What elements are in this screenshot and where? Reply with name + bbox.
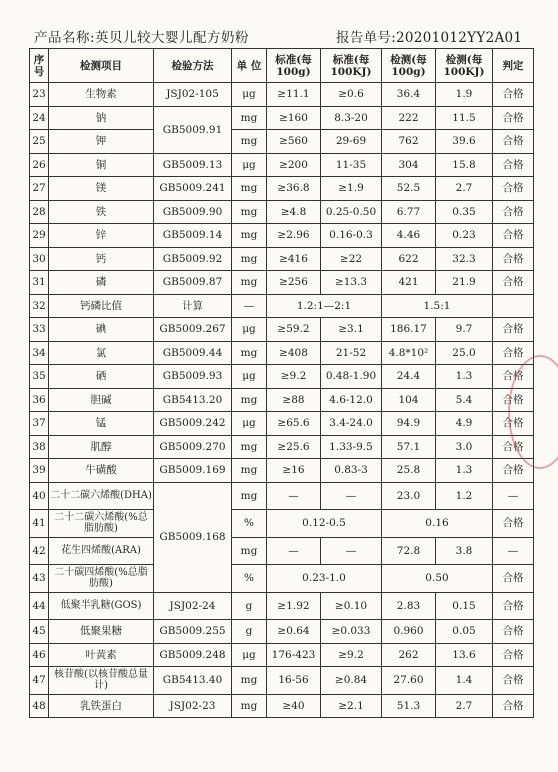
test-method: GB5009.248	[154, 643, 232, 667]
test-item: 叶黄素	[49, 643, 154, 667]
table-row	[30, 667, 534, 695]
standard-merged: 0.23-1.0	[267, 565, 382, 593]
unit: μg	[232, 365, 267, 389]
test-item: 肌醇	[49, 435, 154, 459]
result-per-100g: 6.77	[382, 200, 436, 224]
test-method: GB5009.87	[154, 271, 232, 295]
result-per-100g: 4.8*10²	[382, 341, 436, 365]
test-results-table	[29, 48, 534, 718]
standard-per-100g: 176-423	[267, 643, 321, 667]
standard-per-100g: ≥40	[267, 694, 321, 718]
verdict: 合格	[493, 565, 534, 593]
row-number: 30	[30, 247, 49, 271]
test-method: GB5009.14	[154, 224, 232, 248]
standard-per-100kj: ≥2.1	[321, 694, 382, 718]
standard-merged: 0.12-0.5	[267, 510, 382, 538]
standard-per-100g: ≥416	[267, 247, 321, 271]
row-number: 26	[30, 153, 49, 177]
table-header-row	[30, 49, 534, 83]
standard-per-100g: ≥560	[267, 130, 321, 154]
standard-per-100g: ≥36.8	[267, 177, 321, 201]
result-per-100g: 304	[382, 153, 436, 177]
standard-per-100kj: ≥13.3	[321, 271, 382, 295]
test-method: GB5009.44	[154, 341, 232, 365]
result-merged: 0.50	[382, 565, 493, 593]
verdict: 合格	[493, 224, 534, 248]
row-number: 37	[30, 412, 49, 436]
unit: mg	[232, 459, 267, 483]
standard-per-100g: ≥65.6	[267, 412, 321, 436]
result-per-100g: 421	[382, 271, 436, 295]
result-per-100kj: 2.7	[436, 177, 493, 201]
unit: mg	[232, 224, 267, 248]
result-per-100g: 622	[382, 247, 436, 271]
table-row	[30, 459, 534, 483]
verdict: 合格	[493, 667, 534, 695]
standard-per-100kj: —	[321, 537, 382, 565]
table-row	[30, 318, 534, 342]
result-per-100g: 23.0	[382, 482, 436, 510]
report-header	[0, 0, 558, 48]
result-per-100kj: 1.2	[436, 482, 493, 510]
test-item: 铁	[49, 200, 154, 224]
test-method: GB5009.242	[154, 412, 232, 436]
col-header: 判定	[493, 49, 534, 83]
test-item: 镁	[49, 177, 154, 201]
unit: mg	[232, 537, 267, 565]
row-number: 33	[30, 318, 49, 342]
unit: —	[232, 294, 267, 318]
col-header: 单 位	[232, 49, 267, 83]
standard-per-100g: ≥256	[267, 271, 321, 295]
standard-per-100g: —	[267, 482, 321, 510]
test-method: GB5009.241	[154, 177, 232, 201]
standard-per-100g: ≥25.6	[267, 435, 321, 459]
result-per-100kj: 32.3	[436, 247, 493, 271]
standard-per-100kj: 4.6-12.0	[321, 388, 382, 412]
unit: mg	[232, 435, 267, 459]
result-per-100kj: 3.0	[436, 435, 493, 459]
test-method: JSJ02-24	[154, 592, 232, 620]
row-number: 45	[30, 620, 49, 644]
table-row	[30, 365, 534, 389]
result-per-100kj: 4.9	[436, 412, 493, 436]
verdict: 合格	[493, 247, 534, 271]
table-row	[30, 294, 534, 318]
standard-per-100g: ≥4.8	[267, 200, 321, 224]
standard-per-100kj: ≥1.9	[321, 177, 382, 201]
row-number: 29	[30, 224, 49, 248]
table-row	[30, 153, 534, 177]
table-row	[30, 271, 534, 295]
table-row	[30, 694, 534, 718]
verdict: 合格	[493, 365, 534, 389]
result-per-100g: 24.4	[382, 365, 436, 389]
standard-per-100kj: ≥0.6	[321, 83, 382, 107]
unit: μg	[232, 318, 267, 342]
result-per-100kj: 1.3	[436, 459, 493, 483]
result-per-100g: 27.60	[382, 667, 436, 695]
test-method: GB5413.20	[154, 388, 232, 412]
standard-per-100kj: ≥3.1	[321, 318, 382, 342]
test-item: 硒	[49, 365, 154, 389]
unit: μg	[232, 153, 267, 177]
unit: mg	[232, 271, 267, 295]
result-per-100g: 36.4	[382, 83, 436, 107]
test-item: 牛磺酸	[49, 459, 154, 483]
table-row	[30, 200, 534, 224]
test-method: GB5413.40	[154, 667, 232, 695]
verdict: 合格	[493, 153, 534, 177]
verdict: 合格	[493, 177, 534, 201]
row-number: 36	[30, 388, 49, 412]
row-number: 43	[30, 565, 49, 593]
test-item: 生物素	[49, 83, 154, 107]
unit: g	[232, 592, 267, 620]
result-per-100g: 104	[382, 388, 436, 412]
test-method: GB5009.255	[154, 620, 232, 644]
result-per-100g: 0.960	[382, 620, 436, 644]
row-number: 44	[30, 592, 49, 620]
table-row	[30, 592, 534, 620]
test-method: GB5009.270	[154, 435, 232, 459]
standard-per-100g: ≥16	[267, 459, 321, 483]
result-per-100kj: 1.3	[436, 365, 493, 389]
standard-per-100kj: ≥9.2	[321, 643, 382, 667]
report-number: 报告单号:20201012YY2A01	[336, 30, 523, 46]
standard-merged: 1.2:1—2:1	[267, 294, 382, 318]
unit: mg	[232, 482, 267, 510]
row-number: 46	[30, 643, 49, 667]
result-per-100kj: 1.9	[436, 83, 493, 107]
row-number: 40	[30, 482, 49, 510]
row-number: 24	[30, 106, 49, 130]
standard-per-100kj: 0.48-1.90	[321, 365, 382, 389]
result-per-100kj: 0.05	[436, 620, 493, 644]
test-item: 碘	[49, 318, 154, 342]
col-header: 检验方法	[154, 49, 232, 83]
test-item: 乳铁蛋白	[49, 694, 154, 718]
row-number: 25	[30, 130, 49, 154]
test-item: 花生四烯酸(ARA)	[49, 537, 154, 565]
result-merged: 0.16	[382, 510, 493, 538]
verdict: 合格	[493, 592, 534, 620]
verdict: 合格	[493, 435, 534, 459]
row-number: 39	[30, 459, 49, 483]
standard-per-100kj: 8.3-20	[321, 106, 382, 130]
result-per-100kj: 2.7	[436, 694, 493, 718]
table-row	[30, 83, 534, 107]
col-header: 标准(每100KJ)	[321, 49, 382, 83]
test-method: GB5009.169	[154, 459, 232, 483]
standard-per-100kj: 1.33-9.5	[321, 435, 382, 459]
unit: mg	[232, 388, 267, 412]
result-per-100kj: 13.6	[436, 643, 493, 667]
test-item: 低聚果糖	[49, 620, 154, 644]
standard-per-100kj: 0.16-0.3	[321, 224, 382, 248]
result-per-100kj: 5.4	[436, 388, 493, 412]
result-per-100g: 762	[382, 130, 436, 154]
verdict: 合格	[493, 388, 534, 412]
table-row	[30, 510, 534, 538]
result-per-100g: 94.9	[382, 412, 436, 436]
test-method: 计算	[154, 294, 232, 318]
verdict: 合格	[493, 318, 534, 342]
test-item: 核苷酸(以核苷酸总量计)	[49, 667, 154, 695]
test-item: 胆碱	[49, 388, 154, 412]
result-per-100g: 262	[382, 643, 436, 667]
unit: μg	[232, 412, 267, 436]
standard-per-100kj: ≥0.10	[321, 592, 382, 620]
test-method: GB5009.91	[154, 106, 232, 153]
result-per-100kj: 15.8	[436, 153, 493, 177]
test-item: 锌	[49, 224, 154, 248]
result-per-100kj: 25.0	[436, 341, 493, 365]
standard-per-100kj: 29-69	[321, 130, 382, 154]
standard-per-100kj: 21-52	[321, 341, 382, 365]
col-header: 标准(每100g)	[267, 49, 321, 83]
verdict: 合格	[493, 694, 534, 718]
verdict: 合格	[493, 271, 534, 295]
verdict: 合格	[493, 510, 534, 538]
result-per-100g: 57.1	[382, 435, 436, 459]
col-header: 检测(每100g)	[382, 49, 436, 83]
row-number: 31	[30, 271, 49, 295]
row-number: 28	[30, 200, 49, 224]
row-number: 32	[30, 294, 49, 318]
table-row	[30, 177, 534, 201]
row-number: 34	[30, 341, 49, 365]
table-row	[30, 247, 534, 271]
table-row	[30, 106, 534, 130]
test-method: GB5009.267	[154, 318, 232, 342]
standard-per-100g: ≥59.2	[267, 318, 321, 342]
standard-per-100g: ≥408	[267, 341, 321, 365]
table-row	[30, 224, 534, 248]
table-row	[30, 341, 534, 365]
row-number: 23	[30, 83, 49, 107]
row-number: 41	[30, 510, 49, 538]
table-row	[30, 388, 534, 412]
standard-per-100g: ≥1.92	[267, 592, 321, 620]
test-item: 氯	[49, 341, 154, 365]
verdict: 合格	[493, 106, 534, 130]
verdict: 合格	[493, 643, 534, 667]
test-method: GB5009.92	[154, 247, 232, 271]
table-row	[30, 412, 534, 436]
table-row	[30, 643, 534, 667]
row-number: 38	[30, 435, 49, 459]
col-header: 检测项目	[49, 49, 154, 83]
result-per-100g: 72.8	[382, 537, 436, 565]
result-per-100g: 25.8	[382, 459, 436, 483]
standard-per-100g: ≥88	[267, 388, 321, 412]
row-number: 48	[30, 694, 49, 718]
result-per-100kj: 39.6	[436, 130, 493, 154]
unit: mg	[232, 667, 267, 695]
verdict	[493, 294, 534, 318]
standard-per-100kj: 11-35	[321, 153, 382, 177]
standard-per-100g: 16-56	[267, 667, 321, 695]
test-item: 钾	[49, 130, 154, 154]
result-per-100kj: 0.23	[436, 224, 493, 248]
test-item: 低聚半乳糖(GOS)	[49, 592, 154, 620]
unit: mg	[232, 177, 267, 201]
test-method: GB5009.13	[154, 153, 232, 177]
result-per-100g: 52.5	[382, 177, 436, 201]
test-item: 铜	[49, 153, 154, 177]
table-row	[30, 565, 534, 593]
standard-per-100g: ≥2.96	[267, 224, 321, 248]
unit: mg	[232, 106, 267, 130]
result-per-100g: 222	[382, 106, 436, 130]
row-number: 47	[30, 667, 49, 695]
result-merged: 1.5:1	[382, 294, 493, 318]
standard-per-100kj: 0.25-0.50	[321, 200, 382, 224]
standard-per-100g: ≥200	[267, 153, 321, 177]
verdict: 合格	[493, 200, 534, 224]
table-row	[30, 130, 534, 154]
test-item: 二十二碳六烯酸(%总脂肪酸)	[49, 510, 154, 538]
result-per-100g: 2.83	[382, 592, 436, 620]
result-per-100kj: 3.8	[436, 537, 493, 565]
test-method: JSJ02-105	[154, 83, 232, 107]
test-method: GB5009.168	[154, 482, 232, 592]
product-name: 产品名称:英贝儿较大婴儿配方奶粉	[34, 30, 250, 46]
test-method: JSJ02-23	[154, 694, 232, 718]
unit: mg	[232, 200, 267, 224]
standard-per-100kj: —	[321, 482, 382, 510]
result-per-100g: 186.17	[382, 318, 436, 342]
standard-per-100g: —	[267, 537, 321, 565]
test-item: 磷	[49, 271, 154, 295]
unit: mg	[232, 341, 267, 365]
standard-per-100kj: ≥0.84	[321, 667, 382, 695]
verdict: 合格	[493, 459, 534, 483]
verdict: —	[493, 537, 534, 565]
result-per-100g: 51.3	[382, 694, 436, 718]
result-per-100kj: 9.7	[436, 318, 493, 342]
result-per-100kj: 1.4	[436, 667, 493, 695]
standard-per-100g: ≥160	[267, 106, 321, 130]
unit: μg	[232, 83, 267, 107]
standard-per-100g: ≥0.64	[267, 620, 321, 644]
verdict: —	[493, 482, 534, 510]
verdict: 合格	[493, 341, 534, 365]
test-item: 锰	[49, 412, 154, 436]
result-per-100kj: 21.9	[436, 271, 493, 295]
row-number: 27	[30, 177, 49, 201]
row-number: 35	[30, 365, 49, 389]
result-per-100kj: 0.15	[436, 592, 493, 620]
standard-per-100g: ≥9.2	[267, 365, 321, 389]
test-method: GB5009.93	[154, 365, 232, 389]
test-method: GB5009.90	[154, 200, 232, 224]
table-row	[30, 435, 534, 459]
row-number: 42	[30, 537, 49, 565]
standard-per-100kj: ≥22	[321, 247, 382, 271]
result-per-100g: 4.46	[382, 224, 436, 248]
unit: μg	[232, 643, 267, 667]
test-item: 钠	[49, 106, 154, 130]
verdict: 合格	[493, 412, 534, 436]
test-item: 钙磷比值	[49, 294, 154, 318]
table-row	[30, 482, 534, 510]
test-item: 二十二碳六烯酸(DHA)	[49, 482, 154, 510]
unit: mg	[232, 130, 267, 154]
verdict: 合格	[493, 83, 534, 107]
unit: g	[232, 620, 267, 644]
table-row	[30, 537, 534, 565]
result-per-100kj: 11.5	[436, 106, 493, 130]
test-item: 二十碳四烯酸(%总脂肪酸)	[49, 565, 154, 593]
test-item: 钙	[49, 247, 154, 271]
unit: mg	[232, 247, 267, 271]
table-row	[30, 620, 534, 644]
verdict: 合格	[493, 130, 534, 154]
standard-per-100kj: ≥0.033	[321, 620, 382, 644]
verdict: 合格	[493, 620, 534, 644]
unit: mg	[232, 694, 267, 718]
standard-per-100kj: 3.4-24.0	[321, 412, 382, 436]
result-per-100kj: 0.35	[436, 200, 493, 224]
standard-per-100kj: 0.83-3	[321, 459, 382, 483]
standard-per-100g: ≥11.1	[267, 83, 321, 107]
unit: %	[232, 565, 267, 593]
col-header: 序号	[30, 49, 49, 83]
col-header: 检测(每100KJ)	[436, 49, 493, 83]
unit: %	[232, 510, 267, 538]
